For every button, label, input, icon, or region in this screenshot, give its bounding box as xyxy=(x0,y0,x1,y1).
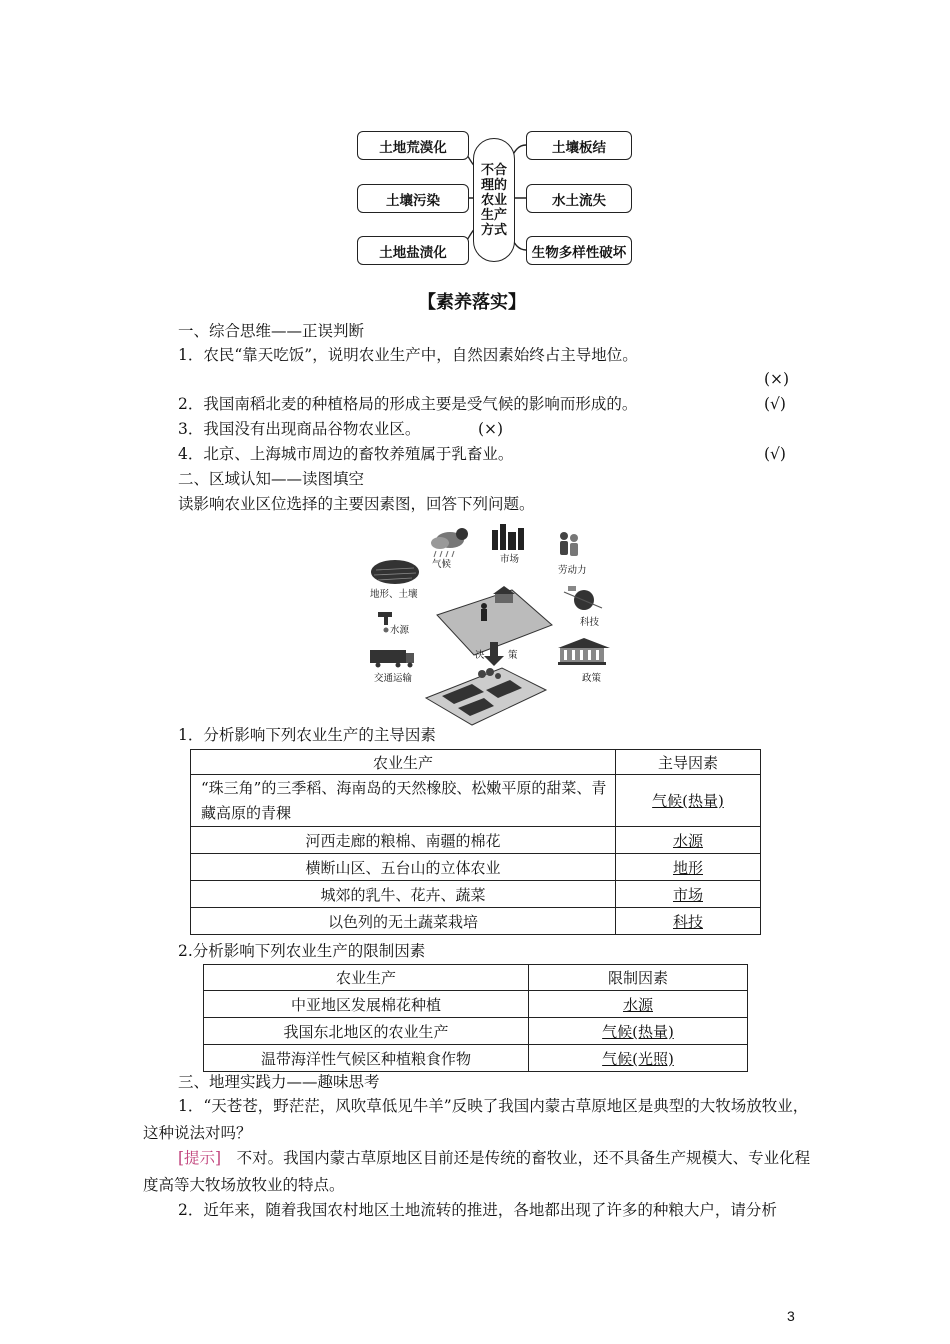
table-header-row xyxy=(204,965,748,991)
part1-item-3-mark: (×) xyxy=(478,420,504,438)
dominant-factors-table xyxy=(190,749,761,935)
q2-title: 2.分析影响下列农业生产的限制因素 xyxy=(178,942,426,960)
label-terrain: 地形、土壤 xyxy=(370,589,418,600)
table-cell: 横断山区、五台山的立体农业 xyxy=(191,854,616,881)
table-row xyxy=(191,854,761,881)
table-header: 农业生产 xyxy=(191,750,616,775)
terrain-field-icon xyxy=(371,560,419,584)
mindmap-center-line: 生产 xyxy=(480,207,507,223)
mindmap-right-1: 土壤板结 xyxy=(526,131,632,160)
part1-item-4-mark: (√) xyxy=(764,445,786,463)
part2-intro: 读影响农业区位选择的主要因素图，回答下列问题。 xyxy=(178,495,535,513)
part3-q2: 2．近年来，随着我国农村地区土地流转的推进，各地都出现了许多的种粮大户，请分析 xyxy=(178,1201,777,1219)
part3-title: 三、地理实践力——趣味思考 xyxy=(178,1073,380,1091)
government-building-icon xyxy=(558,638,610,665)
section-title: 【素养落实】 xyxy=(418,292,526,313)
mindmap-center xyxy=(473,138,515,262)
answer-cell: 气候(热量) xyxy=(652,792,724,810)
table-row xyxy=(204,991,748,1018)
label-labor: 劳动力 xyxy=(558,565,587,576)
label-transport: 交通运输 xyxy=(374,673,413,684)
farmer-icon xyxy=(481,603,487,621)
mindmap-center-line: 农业 xyxy=(480,192,507,208)
table-row xyxy=(204,1045,748,1072)
mindmap-left-2: 土壤污染 xyxy=(357,184,469,213)
table-header: 限制因素 xyxy=(529,965,748,991)
answer-cell: 水源 xyxy=(672,831,703,850)
part1-item-2: 2．我国南稻北麦的种植格局的形成主要是受气候的影响而形成的。 xyxy=(178,395,638,413)
farmhouse-icon xyxy=(493,586,515,603)
satellite-globe-icon xyxy=(564,586,602,610)
label-decision-1: 决 xyxy=(475,650,485,661)
table-row xyxy=(191,775,761,827)
truck-icon xyxy=(370,650,414,668)
mindmap-right-3: 生物多样性破坏 xyxy=(526,236,632,265)
mindmap-left-1: 土地荒漠化 xyxy=(357,131,469,160)
answer-cell: 科技 xyxy=(672,912,703,931)
table-row xyxy=(191,908,761,935)
label-water: 水源 xyxy=(390,625,410,636)
mindmap-center-line: 理的 xyxy=(480,177,507,193)
part3-hint xyxy=(143,1145,811,1199)
table-cell: 城郊的乳牛、花卉、蔬菜 xyxy=(191,881,616,908)
part1-item-2-mark: (√) xyxy=(764,395,786,413)
page-number: 3 xyxy=(787,1308,795,1324)
labor-people-icon xyxy=(560,532,578,556)
market-buildings-icon xyxy=(492,524,524,550)
cloud-rain-icon xyxy=(431,528,468,557)
part1-item-3: 3．我国没有出现商品谷物农业区。 xyxy=(178,420,421,438)
part1-item-4: 4．北京、上海城市周边的畜牧养殖属于乳畜业。 xyxy=(178,445,514,463)
mindmap-center-line: 不合 xyxy=(480,162,507,178)
hint-text: 不对。我国内蒙古草原地区目前还是传统的畜牧业，还不具备生产规模大、专业化程度高等大牧场放牧业的特点。 xyxy=(143,1149,811,1194)
part1-item-1-mark: (×) xyxy=(764,370,790,388)
table-row xyxy=(204,1018,748,1045)
answer-cell: 气候(光照) xyxy=(602,1049,674,1068)
label-policy: 政策 xyxy=(582,673,602,684)
part1-title: 一、综合思维——正误判断 xyxy=(178,322,365,340)
mindmap-left-3: 土地盐渍化 xyxy=(357,236,469,265)
table-header: 农业生产 xyxy=(204,965,529,991)
label-market: 市场 xyxy=(500,554,520,565)
part3-q1: 1．“天苍苍，野茫茫，风吹草低见牛羊”反映了我国内蒙古草原地区是典型的大牧场放牧业，这种说法对吗？ xyxy=(143,1097,809,1142)
table-cell: 我国东北地区的农业生产 xyxy=(204,1018,529,1045)
label-tech: 科技 xyxy=(580,617,600,628)
table-row xyxy=(191,881,761,908)
table-cell: 以色列的无土蔬菜栽培 xyxy=(191,908,616,935)
table-cell: 中亚地区发展棉花种植 xyxy=(204,991,529,1018)
q1-title: 1．分析影响下列农业生产的主导因素 xyxy=(178,726,436,744)
label-decision-2: 策 xyxy=(508,650,518,661)
limiting-factors-table xyxy=(203,964,748,1072)
answer-cell: 市场 xyxy=(672,885,703,904)
part2-title: 二、区域认知——读图填空 xyxy=(178,470,365,488)
table-header-row xyxy=(191,750,761,775)
table-header: 主导因素 xyxy=(616,750,761,775)
mindmap-center-line: 方式 xyxy=(480,222,507,238)
hint-label: [提示] xyxy=(178,1149,222,1167)
table-cell: “珠三角”的三季稻、海南岛的天然橡胶、松嫩平原的甜菜、青藏高原的青稞 xyxy=(191,775,616,827)
answer-cell: 气候(热量) xyxy=(602,1022,674,1041)
answer-cell: 地形 xyxy=(672,858,703,877)
label-climate: 气候 xyxy=(432,559,452,570)
table-cell: 温带海洋性气候区种植粮食作物 xyxy=(204,1045,529,1072)
answer-cell: 水源 xyxy=(622,995,653,1014)
table-row xyxy=(191,827,761,854)
mindmap-right-2: 水土流失 xyxy=(526,184,632,213)
part1-item-1: 1．农民“靠天吃饭”，说明农业生产中，自然因素始终占主导地位。 xyxy=(178,346,638,364)
table-cell: 河西走廊的粮棉、南疆的棉花 xyxy=(191,827,616,854)
